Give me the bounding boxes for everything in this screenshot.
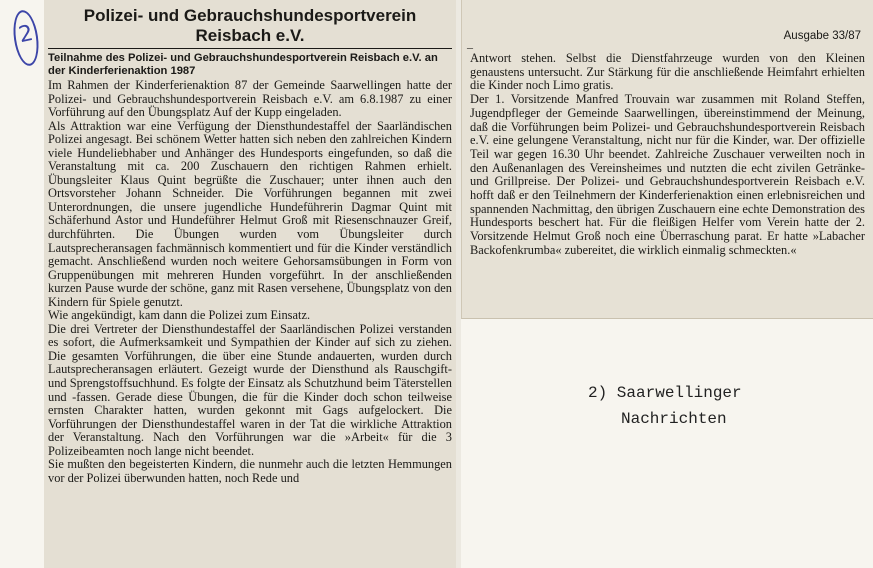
handwritten-number-annotation: 2: [16, 20, 36, 49]
masthead-rule: [48, 48, 452, 49]
typed-source-note: [588, 380, 742, 432]
club-masthead: [48, 6, 452, 46]
article-paragraph: Der 1. Vorsitzende Manfred Trouvain war zusammen mit Roland Steffen, Jugendpfleger der Gemeinde Saarwellingen, übereinstimmend der Meinung, daß die Vorführungen beim Polizei- und Gebrauchshundesportverein Reisbach e.V. eine gelungene Veranstaltung, nicht nur für die Kinder, war. Der offizielle Teil war gegen 16.30 Uhr beendet. Zahlreiche Zuschauer verweilten noch in den Außenanlagen des Vereinsheimes und nutzten die echt zivilen Getränke- und Grillpreise. Der Polizei- und Gebrauchshundesportverein Reisbach e.V. hofft daß er den Teilnehmern der Kinderferienaktion einen erlebnisreichen und spannenden Nachmittag, den übrigen Zuschauern eine echte Demonstration des Hundesports beschert hat. Für die fleißigen Helfer vom Verein hatte der 2. Vorsitzende Helmut Groß noch eine Überraschung parat. Er hatte »Labacher Backofenkrumba« zubereitet, die wirklich einmalig schmeckten.«: [470, 92, 865, 257]
masthead-line-1: Polizei- und Gebrauchshundesportverein: [83, 6, 417, 25]
article-column-right: [470, 52, 865, 258]
typed-note-line-2: Nachrichten: [621, 410, 727, 428]
article-paragraph: Wie angekündigt, kam dann die Polizei zum Einsatz.: [48, 308, 311, 323]
article-column-left: [48, 79, 452, 485]
article-headline: Teilnahme des Polizei- und Gebrauchshundesportverein Reisbach e.V. an der Kinderferienaktion 1987: [48, 52, 438, 77]
masthead-line-2: Reisbach e.V.: [195, 26, 305, 45]
article-paragraph: Antwort stehen. Selbst die Dienstfahrzeuge wurden von den Kleinen genaustens untersucht. Zur Stärkung für die anschließende Heimfahrt erhielten die Kinder noch Limo gratis.: [470, 51, 865, 93]
article-paragraph: Als Attraktion war eine Verfügung der Diensthundestaffel der Saarländischen Polizei angesagt. Bei schönem Wetter hatten sich neben den zahlreichen Kindern viele Hundeliebhaber und Anhänger des Hundesports eingefunden, so daß die Veranstaltung mit ca. 200 Zuschauern den richtigen Rahmen erhielt. Übungsleiter Klaus Quint begrüßte die Zuschauer; unter ihnen auch den Ortsvorsteher Johann Schneider. Die Vorführungen begannen mit zwei Unterordnungen, die unsere jugendliche Hundeführerin Dagmar Quint mit Schäferhund Astor und Hundeführer Helmut Groß mit Riesenschnauzer Greif, durchführten. Die Übungen wurden vom Übungsleiter durch Lautsprecheransagen fachmännisch kommentiert und für die Kinder verständlich gemacht. Anschließend wurden noch weitere Gehorsamsübungen in Form von Gruppenübungen mit mehreren Hunden vorgeführt. In der anschließenden kurzen Pause wurde der schöne, ganz mit Rasen versehene, Übungsplatz von den Kindern für Spiele genutzt.: [48, 118, 452, 309]
article-paragraph: Die drei Vertreter der Diensthundestaffel der Saarländischen Polizei verstanden es sofort, die Aufmerksamkeit und Sympathien der Kinder auf sich zu ziehen. Die gesamten Vorführungen, die über eine Stunde andauerten, wurden durch Lautsprecheransagen erläutert. Gezeigt wurde der Diensthund als Rauschgift- und Sprengstoffsuchhund. Es folgte der Einsatz als Schutzhund beim Täterstellen und -fassen. Gerade diese Übungen, die für die Kinder doch schon teilweise ernsten Charakter hatten, wurden gekonnt mit Gags aufgelockert. Die Vorführungen der Diensthundestaffel waren in der Tat die wirkliche Attraktion der Veranstaltung. Nach den Vorführungen war die »Arbeit« für die 3 Polizeibeamten noch lange nicht beendet.: [48, 321, 452, 458]
typed-note-line-1: 2) Saarwellinger: [588, 384, 742, 402]
page-dash: –: [467, 40, 473, 54]
issue-number: Ausgabe 33/87: [783, 30, 861, 42]
article-paragraph: Sie mußten den begeisterten Kindern, die nunmehr auch die letzten Hemmungen vor der Polizei überwunden hatten, noch Rede und: [48, 457, 452, 485]
article-paragraph: Im Rahmen der Kinderferienaktion 87 der Gemeinde Saarwellingen hatte der Polizei- und Gebrauchshundesportverein Reisbach e.V. am 6.8.1987 zu einer Vorführung auf den Übungsplatz Auf der Kupp eingeladen.: [48, 78, 452, 120]
